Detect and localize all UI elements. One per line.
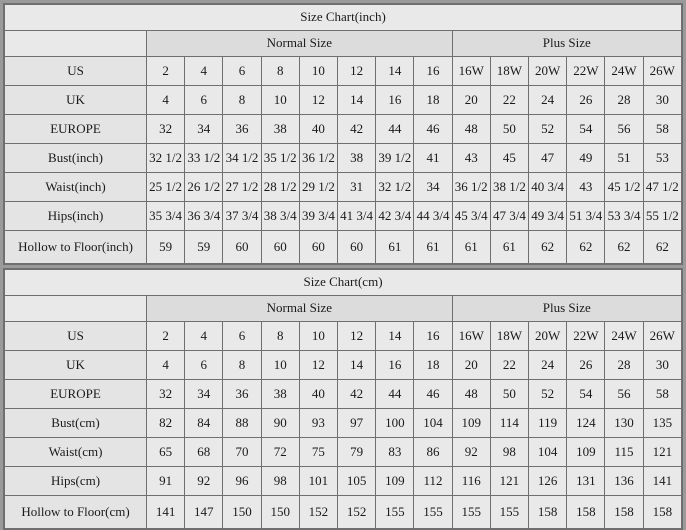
- cell: 25 1/2: [147, 173, 185, 202]
- cell: 6: [185, 351, 223, 380]
- cell: 152: [338, 496, 376, 529]
- cell: 30: [643, 86, 681, 115]
- table-row: [5, 173, 682, 202]
- cell: 50: [490, 115, 528, 144]
- row-label-hips-inch: Hips(inch): [5, 202, 147, 231]
- chart-title-inch: Size Chart(inch): [5, 5, 682, 31]
- cell: 36: [223, 115, 261, 144]
- cell: 124: [567, 409, 605, 438]
- cell: 112: [414, 467, 452, 496]
- cell: 26W: [643, 57, 681, 86]
- row-label-hips-cm: Hips(cm): [5, 467, 147, 496]
- table-row: [5, 496, 682, 529]
- group-header-normal-cm: Normal Size: [147, 296, 453, 322]
- cell: 20W: [529, 322, 567, 351]
- cell: 101: [299, 467, 337, 496]
- cell: 48: [452, 115, 490, 144]
- cell: 59: [185, 231, 223, 264]
- cell: 38: [338, 144, 376, 173]
- cell: 8: [223, 86, 261, 115]
- cell: 26W: [643, 322, 681, 351]
- cell: 61: [414, 231, 452, 264]
- cell: 61: [490, 231, 528, 264]
- cell: 10: [299, 57, 337, 86]
- cell: 16: [376, 351, 414, 380]
- cell: 109: [452, 409, 490, 438]
- cell: 72: [261, 438, 299, 467]
- table-row: [5, 115, 682, 144]
- cell: 26 1/2: [185, 173, 223, 202]
- cell: 22W: [567, 57, 605, 86]
- cell: 61: [452, 231, 490, 264]
- cell: 30: [643, 351, 681, 380]
- cell: 109: [567, 438, 605, 467]
- cell: 34: [185, 115, 223, 144]
- cell: 35 1/2: [261, 144, 299, 173]
- cell: 121: [643, 438, 681, 467]
- cell: 14: [338, 351, 376, 380]
- table-row: [5, 270, 682, 296]
- table-row: [5, 57, 682, 86]
- cell: 44: [376, 115, 414, 144]
- cell: 52: [529, 380, 567, 409]
- table-row: [5, 231, 682, 264]
- cell: 14: [376, 57, 414, 86]
- table-row: [5, 31, 682, 57]
- cell: 39 3/4: [299, 202, 337, 231]
- cell: 126: [529, 467, 567, 496]
- cell: 62: [567, 231, 605, 264]
- table-body-cm: [5, 270, 682, 529]
- chart-title-cm: Size Chart(cm): [5, 270, 682, 296]
- row-label-hollow-to-floor-inch: Hollow to Floor(inch): [5, 231, 147, 264]
- cell: 36 3/4: [185, 202, 223, 231]
- table-row: [5, 409, 682, 438]
- row-label-europe-cm: EUROPE: [5, 380, 147, 409]
- cell: 53: [643, 144, 681, 173]
- cell: 47 1/2: [643, 173, 681, 202]
- cell: 60: [261, 231, 299, 264]
- cell: 16: [414, 322, 452, 351]
- cell: 8: [223, 351, 261, 380]
- cell: 130: [605, 409, 643, 438]
- cell: 39 1/2: [376, 144, 414, 173]
- cell: 38: [261, 380, 299, 409]
- cell: 70: [223, 438, 261, 467]
- cell: 6: [185, 86, 223, 115]
- cell: 49 3/4: [529, 202, 567, 231]
- cell: 48: [452, 380, 490, 409]
- table-row: [5, 322, 682, 351]
- cell: 131: [567, 467, 605, 496]
- cell: 92: [452, 438, 490, 467]
- cell: 24W: [605, 57, 643, 86]
- cell: 83: [376, 438, 414, 467]
- cell: 29 1/2: [299, 173, 337, 202]
- cell: 60: [338, 231, 376, 264]
- table-row: [5, 351, 682, 380]
- cell: 158: [643, 496, 681, 529]
- cell: 91: [147, 467, 185, 496]
- cell: 14: [338, 86, 376, 115]
- cell: 75: [299, 438, 337, 467]
- corner-cell: [5, 296, 147, 322]
- cell: 93: [299, 409, 337, 438]
- cell: 12: [338, 322, 376, 351]
- cell: 49: [567, 144, 605, 173]
- table-body-inch: [5, 5, 682, 264]
- cell: 45 3/4: [452, 202, 490, 231]
- cell: 34: [185, 380, 223, 409]
- cell: 2: [147, 57, 185, 86]
- cell: 50: [490, 380, 528, 409]
- cell: 41: [414, 144, 452, 173]
- cell: 58: [643, 115, 681, 144]
- cell: 55 1/2: [643, 202, 681, 231]
- cell: 43: [452, 144, 490, 173]
- corner-cell: [5, 31, 147, 57]
- cell: 104: [529, 438, 567, 467]
- cell: 98: [490, 438, 528, 467]
- cell: 32: [147, 115, 185, 144]
- table-row: [5, 380, 682, 409]
- cell: 22: [490, 86, 528, 115]
- cell: 92: [185, 467, 223, 496]
- table-row: [5, 202, 682, 231]
- cell: 8: [261, 322, 299, 351]
- row-label-bust-cm: Bust(cm): [5, 409, 147, 438]
- row-label-us-cm: US: [5, 322, 147, 351]
- cell: 54: [567, 115, 605, 144]
- cell: 12: [299, 86, 337, 115]
- cell: 59: [147, 231, 185, 264]
- cell: 32: [147, 380, 185, 409]
- cell: 22: [490, 351, 528, 380]
- cell: 158: [605, 496, 643, 529]
- cell: 42 3/4: [376, 202, 414, 231]
- cell: 51 3/4: [567, 202, 605, 231]
- cell: 105: [338, 467, 376, 496]
- cell: 82: [147, 409, 185, 438]
- cell: 4: [147, 86, 185, 115]
- cell: 152: [299, 496, 337, 529]
- cell: 147: [185, 496, 223, 529]
- cell: 36 1/2: [299, 144, 337, 173]
- cell: 18W: [490, 57, 528, 86]
- group-header-plus-cm: Plus Size: [452, 296, 681, 322]
- cell: 8: [261, 57, 299, 86]
- cell: 150: [223, 496, 261, 529]
- table-row: [5, 438, 682, 467]
- cell: 51: [605, 144, 643, 173]
- cell: 32 1/2: [147, 144, 185, 173]
- cell: 136: [605, 467, 643, 496]
- table-row: [5, 467, 682, 496]
- cell: 61: [376, 231, 414, 264]
- cell: 40: [299, 115, 337, 144]
- row-label-waist-inch: Waist(inch): [5, 173, 147, 202]
- row-label-bust-inch: Bust(inch): [5, 144, 147, 173]
- cell: 18: [414, 86, 452, 115]
- cell: 88: [223, 409, 261, 438]
- cell: 38 3/4: [261, 202, 299, 231]
- table-row: [5, 5, 682, 31]
- group-header-plus-inch: Plus Size: [452, 31, 681, 57]
- cell: 54: [567, 380, 605, 409]
- cell: 42: [338, 380, 376, 409]
- cell: 33 1/2: [185, 144, 223, 173]
- cell: 4: [147, 351, 185, 380]
- cell: 36 1/2: [452, 173, 490, 202]
- cell: 56: [605, 380, 643, 409]
- cell: 79: [338, 438, 376, 467]
- cell: 47 3/4: [490, 202, 528, 231]
- cell: 104: [414, 409, 452, 438]
- group-header-normal-inch: Normal Size: [147, 31, 453, 57]
- cell: 155: [414, 496, 452, 529]
- cell: 28 1/2: [261, 173, 299, 202]
- cell: 155: [490, 496, 528, 529]
- row-label-uk-inch: UK: [5, 86, 147, 115]
- cell: 24: [529, 86, 567, 115]
- cell: 24W: [605, 322, 643, 351]
- cell: 121: [490, 467, 528, 496]
- cell: 4: [185, 57, 223, 86]
- cell: 60: [223, 231, 261, 264]
- cell: 46: [414, 115, 452, 144]
- cell: 56: [605, 115, 643, 144]
- cell: 116: [452, 467, 490, 496]
- cell: 46: [414, 380, 452, 409]
- cell: 150: [261, 496, 299, 529]
- cell: 158: [529, 496, 567, 529]
- row-label-hollow-to-floor-cm: Hollow to Floor(cm): [5, 496, 147, 529]
- row-label-europe-inch: EUROPE: [5, 115, 147, 144]
- cell: 18W: [490, 322, 528, 351]
- cell: 45: [490, 144, 528, 173]
- cell: 47: [529, 144, 567, 173]
- table-row: [5, 86, 682, 115]
- cell: 37 3/4: [223, 202, 261, 231]
- cell: 100: [376, 409, 414, 438]
- cell: 38: [261, 115, 299, 144]
- cell: 62: [643, 231, 681, 264]
- cell: 109: [376, 467, 414, 496]
- cell: 155: [376, 496, 414, 529]
- cell: 53 3/4: [605, 202, 643, 231]
- cell: 14: [376, 322, 414, 351]
- cell: 40: [299, 380, 337, 409]
- cell: 6: [223, 322, 261, 351]
- cell: 158: [567, 496, 605, 529]
- cell: 12: [338, 57, 376, 86]
- cell: 22W: [567, 322, 605, 351]
- cell: 90: [261, 409, 299, 438]
- cell: 20W: [529, 57, 567, 86]
- cell: 65: [147, 438, 185, 467]
- cell: 44 3/4: [414, 202, 452, 231]
- cell: 2: [147, 322, 185, 351]
- cell: 68: [185, 438, 223, 467]
- cell: 62: [529, 231, 567, 264]
- cell: 34 1/2: [223, 144, 261, 173]
- cell: 12: [299, 351, 337, 380]
- table-row: [5, 144, 682, 173]
- cell: 42: [338, 115, 376, 144]
- cell: 38 1/2: [490, 173, 528, 202]
- cell: 16W: [452, 57, 490, 86]
- cell: 119: [529, 409, 567, 438]
- cell: 34: [414, 173, 452, 202]
- cell: 16: [376, 86, 414, 115]
- row-label-us-inch: US: [5, 57, 147, 86]
- cell: 141: [643, 467, 681, 496]
- size-table-inch: [4, 4, 682, 264]
- size-chart-inch: [3, 3, 683, 265]
- cell: 60: [299, 231, 337, 264]
- row-label-waist-cm: Waist(cm): [5, 438, 147, 467]
- cell: 10: [261, 351, 299, 380]
- cell: 58: [643, 380, 681, 409]
- size-chart-cm: [3, 268, 683, 530]
- cell: 97: [338, 409, 376, 438]
- cell: 96: [223, 467, 261, 496]
- cell: 62: [605, 231, 643, 264]
- cell: 52: [529, 115, 567, 144]
- cell: 84: [185, 409, 223, 438]
- cell: 41 3/4: [338, 202, 376, 231]
- cell: 6: [223, 57, 261, 86]
- cell: 45 1/2: [605, 173, 643, 202]
- cell: 26: [567, 351, 605, 380]
- cell: 43: [567, 173, 605, 202]
- cell: 32 1/2: [376, 173, 414, 202]
- cell: 44: [376, 380, 414, 409]
- cell: 115: [605, 438, 643, 467]
- cell: 86: [414, 438, 452, 467]
- cell: 28: [605, 86, 643, 115]
- cell: 16: [414, 57, 452, 86]
- cell: 18: [414, 351, 452, 380]
- cell: 4: [185, 322, 223, 351]
- cell: 31: [338, 173, 376, 202]
- cell: 10: [299, 322, 337, 351]
- cell: 135: [643, 409, 681, 438]
- size-table-cm: [4, 269, 682, 529]
- cell: 26: [567, 86, 605, 115]
- cell: 35 3/4: [147, 202, 185, 231]
- cell: 141: [147, 496, 185, 529]
- cell: 10: [261, 86, 299, 115]
- cell: 16W: [452, 322, 490, 351]
- cell: 28: [605, 351, 643, 380]
- cell: 27 1/2: [223, 173, 261, 202]
- cell: 114: [490, 409, 528, 438]
- table-row: [5, 296, 682, 322]
- cell: 24: [529, 351, 567, 380]
- cell: 98: [261, 467, 299, 496]
- cell: 36: [223, 380, 261, 409]
- row-label-uk-cm: UK: [5, 351, 147, 380]
- cell: 155: [452, 496, 490, 529]
- cell: 20: [452, 351, 490, 380]
- cell: 40 3/4: [529, 173, 567, 202]
- cell: 20: [452, 86, 490, 115]
